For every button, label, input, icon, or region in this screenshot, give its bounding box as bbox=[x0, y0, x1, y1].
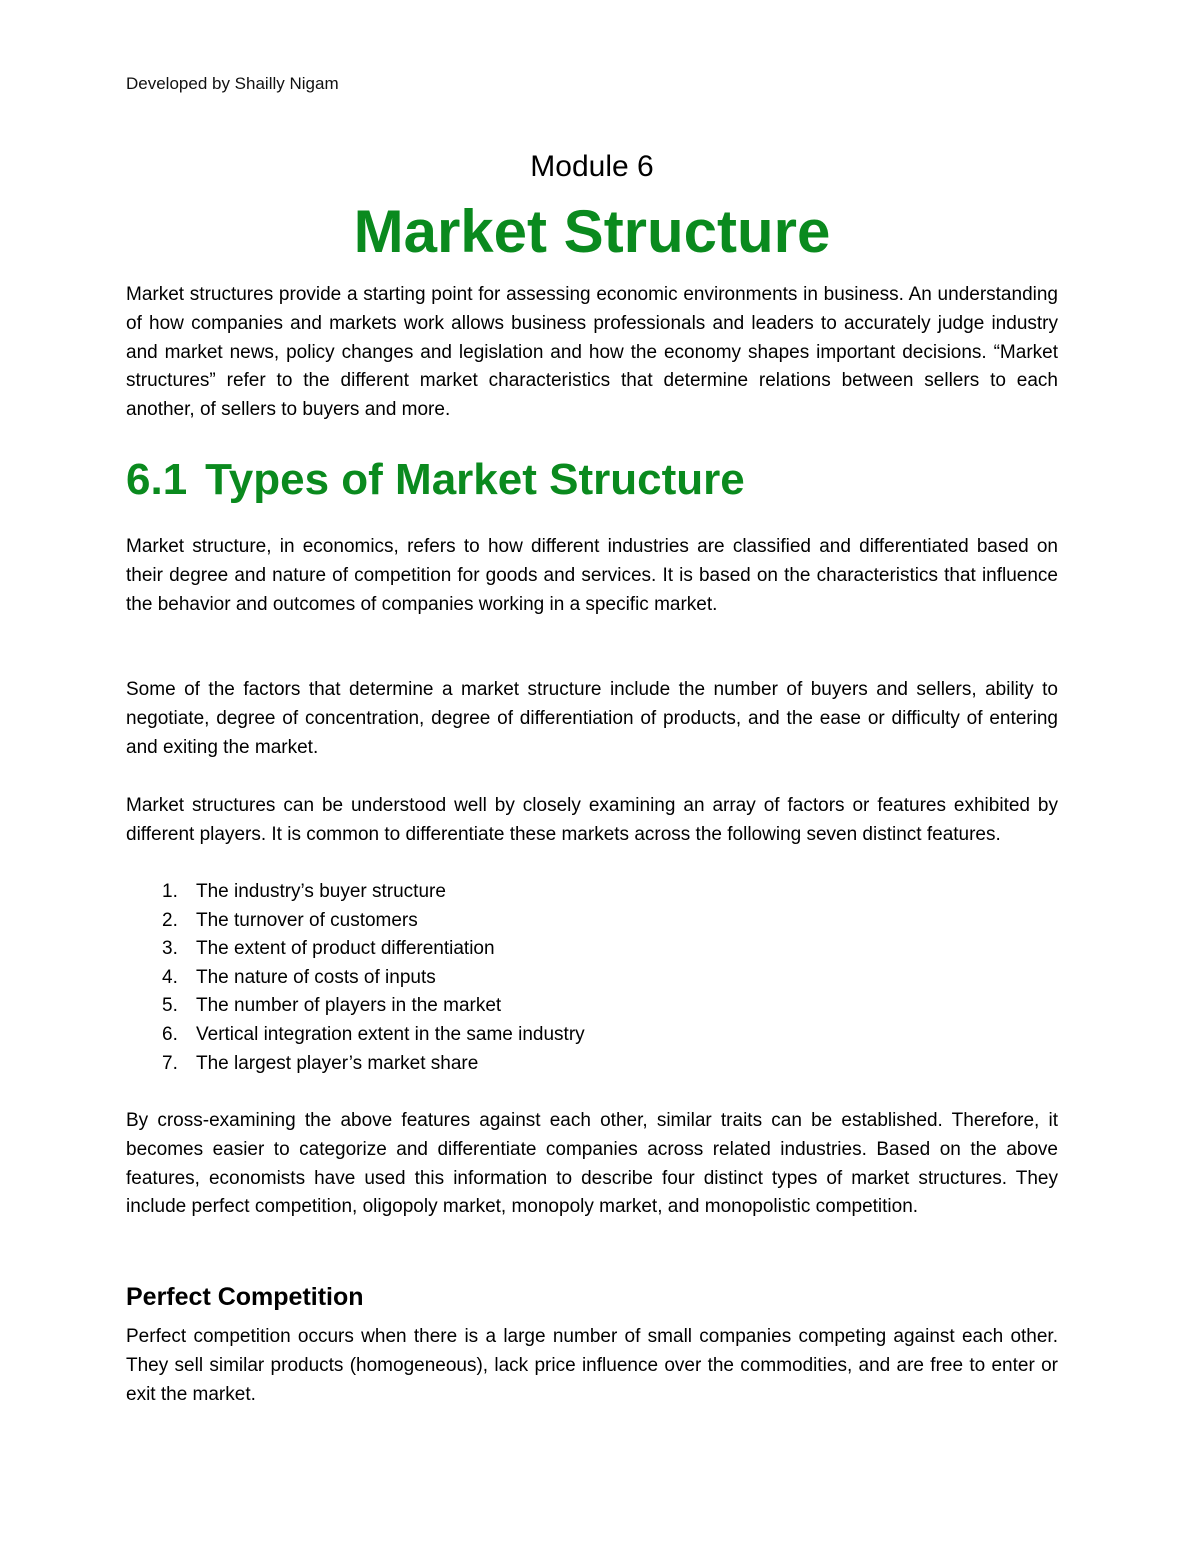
features-list bbox=[126, 878, 1058, 1078]
module-label: Module 6 bbox=[530, 150, 654, 183]
list-item bbox=[126, 964, 1058, 993]
list-item-number: 5. bbox=[162, 995, 178, 1017]
list-item-number: 6. bbox=[162, 1023, 178, 1045]
paragraph-definition: Market structure, in economics, refers to how different industries are classified and differentiated based on their degree and nature of competition for goods and services. It is based on the characteristics that influence the behavior and outcomes of companies working in a specific market. bbox=[126, 536, 1058, 615]
list-item-text: The number of players in the market bbox=[196, 995, 502, 1017]
subheading-perfect-competition: Perfect Competition bbox=[126, 1283, 364, 1311]
list-item-number: 2. bbox=[162, 909, 178, 931]
list-item-number: 4. bbox=[162, 966, 178, 988]
list-item bbox=[126, 907, 1058, 936]
list-item bbox=[126, 992, 1058, 1021]
list-item bbox=[126, 878, 1058, 907]
list-item-text: The nature of costs of inputs bbox=[196, 966, 436, 988]
paragraph-factors: Some of the factors that determine a market structure include the number of buyers and sellers, ability to negotiate, degree of concentration, degree of differentiation of products, and the ease or difficulty of entering and exiting the market. bbox=[126, 679, 1058, 758]
list-item-number: 3. bbox=[162, 938, 178, 960]
list-item-text: Vertical integration extent in the same industry bbox=[196, 1023, 585, 1045]
intro-paragraph: Market structures provide a starting point for assessing economic environments in business. An understanding of how companies and markets work allows business professionals and leaders to accurately judge industry and market news, policy changes and legislation and how the economy shapes important decisions. “Market structures” refer to the different market characteristics that determine relations between sellers to each another, of sellers to buyers and more. bbox=[126, 284, 1058, 421]
paragraph-summary: By cross-examining the above features against each other, similar traits can be established. Therefore, it becomes easier to categorize and differentiate companies across related industries. Based on the above features, economists have used this information to describe four distinct types of market structures. They include perfect competition, oligopoly market, monopoly market, and monopolistic competition. bbox=[126, 1110, 1058, 1218]
section-heading bbox=[126, 450, 745, 510]
list-item-text: The turnover of customers bbox=[196, 909, 418, 931]
author-note: Developed by Shailly Nigam bbox=[126, 74, 339, 93]
list-item bbox=[126, 935, 1058, 964]
list-item-text: The largest player’s market share bbox=[196, 1052, 479, 1074]
section-number: 6.1 bbox=[126, 455, 188, 504]
list-item bbox=[126, 1021, 1058, 1050]
list-item-number: 7. bbox=[162, 1052, 178, 1074]
list-item-number: 1. bbox=[162, 881, 178, 902]
list-item-text: The extent of product differentiation bbox=[196, 938, 495, 960]
page-title: Market Structure bbox=[353, 198, 831, 265]
section-title: Types of Market Structure bbox=[205, 455, 745, 504]
list-item-text: The industry’s buyer structure bbox=[196, 881, 446, 902]
paragraph-features-intro: Market structures can be understood well by closely examining an array of factors or features exhibited by different players. It is common to differentiate these markets across the following seven distinct features. bbox=[126, 795, 1058, 845]
list-item bbox=[126, 1050, 1058, 1079]
paragraph-perfect-competition: Perfect competition occurs when there is a large number of small companies competing against each other. They sell similar products (homogeneous), lack price influence over the commodities, and are free to enter or exit the market. bbox=[126, 1326, 1058, 1405]
